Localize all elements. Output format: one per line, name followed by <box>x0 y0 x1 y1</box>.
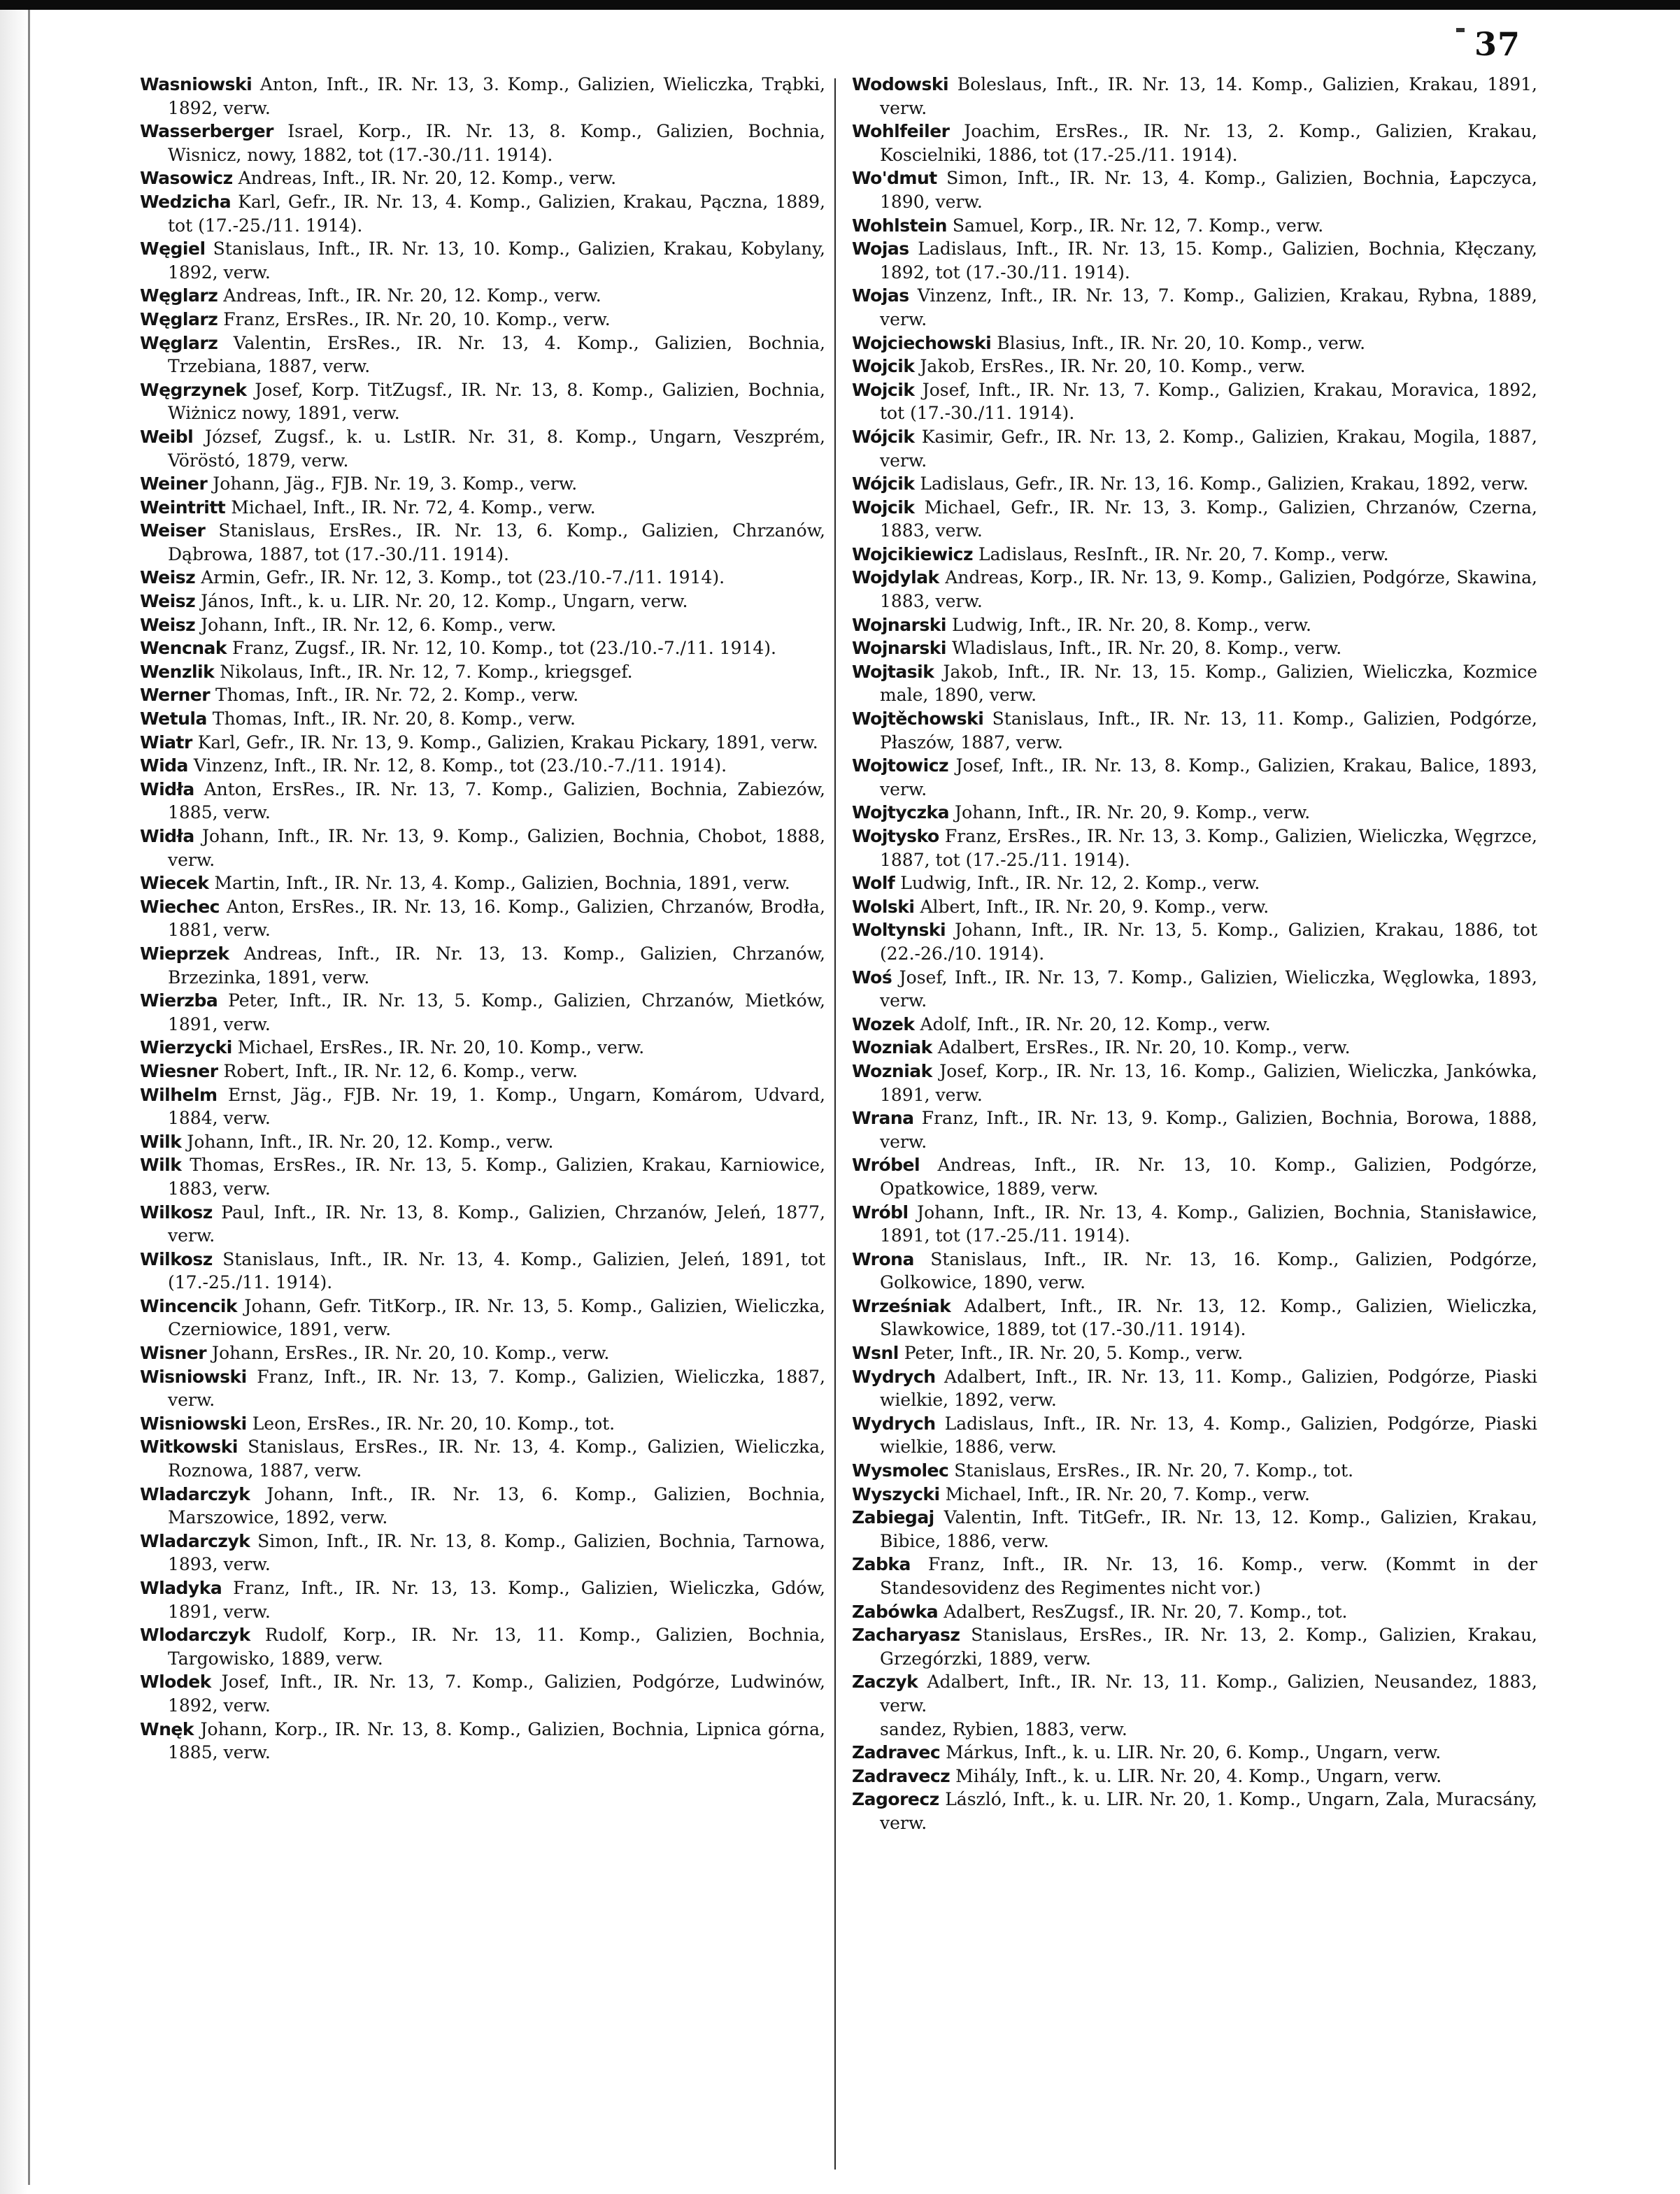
casualty-entry <box>852 214 1537 238</box>
casualty-entry <box>852 613 1537 637</box>
entry-details: Kasimir, Gefr., IR. Nr. 13, 2. Komp., Galizien, Krakau, Mogila, 1887, verw. <box>880 426 1537 471</box>
casualty-entry <box>852 1106 1537 1153</box>
entry-details: Valentin, Inft. TitGefr., IR. Nr. 13, 12. Komp., Galizien, Krakau, Bibice, 1886, verw. <box>880 1507 1537 1551</box>
entry-surname: Wiesner <box>140 1060 218 1081</box>
entry-details: Stanislaus, Inft., IR. Nr. 13, 11. Komp., Galizien, Podgórze, Płaszów, 1887, verw. <box>880 708 1537 753</box>
entry-details: Adalbert, ResZugsf., IR. Nr. 20, 7. Komp., tot. <box>938 1601 1348 1622</box>
entry-details: Samuel, Korp., IR. Nr. 12, 7. Komp., verw. <box>946 215 1324 236</box>
entry-details: Thomas, ErsRes., IR. Nr. 13, 5. Komp., Galizien, Krakau, Karniowice, 1883, verw. <box>168 1155 825 1199</box>
entry-surname: Wydrych <box>852 1413 936 1434</box>
casualty-entry <box>140 942 825 989</box>
casualty-entry <box>852 1506 1537 1553</box>
entry-surname: Wiecek <box>140 873 209 894</box>
entry-details: Franz, Inft., IR. Nr. 13, 13. Komp., Galizien, Wieliczka, Gdów, 1891, verw. <box>168 1578 825 1622</box>
entry-surname: Wlodarczyk <box>140 1625 250 1646</box>
casualty-entry <box>852 1600 1537 1624</box>
entry-details: Michael, ErsRes., IR. Nr. 20, 10. Komp., verw. <box>232 1037 645 1058</box>
casualty-entry <box>140 660 825 684</box>
casualty-entry <box>852 918 1537 965</box>
casualty-entry <box>140 636 825 660</box>
entry-surname: Wida <box>140 755 188 776</box>
entry-details: Stanislaus, Inft., IR. Nr. 13, 16. Komp., Galizien, Podgórze, Golkowice, 1890, verw. <box>880 1248 1537 1293</box>
entry-details: Stanislaus, Inft., IR. Nr. 13, 4. Komp., Galizien, Jeleń, 1891, tot (17.-25./11. 1914). <box>168 1248 825 1293</box>
casualty-entry <box>140 825 825 871</box>
entry-surname: Weisz <box>140 591 196 612</box>
casualty-entry <box>140 1412 825 1436</box>
casualty-entry <box>140 425 825 472</box>
entry-details: Márkus, Inft., k. u. LIR. Nr. 20, 6. Komp., Ungarn, verw. <box>940 1742 1441 1763</box>
entry-surname: Witkowski <box>140 1437 238 1458</box>
right-column <box>852 73 1537 1835</box>
casualty-entry <box>140 1130 825 1154</box>
entry-details: Adalbert, Inft., IR. Nr. 13, 12. Komp., Galizien, Wieliczka, Slawkowice, 1889, tot (17.-30./11. 1914). <box>880 1295 1537 1340</box>
entry-details: Johann, Inft., IR. Nr. 20, 12. Komp., verw. <box>181 1131 554 1152</box>
entry-details: Blasius, Inft., IR. Nr. 20, 10. Komp., verw. <box>991 332 1366 353</box>
entry-details: Karl, Gefr., IR. Nr. 13, 9. Komp., Galizien, Krakau Pickary, 1891, verw. <box>192 732 818 753</box>
entry-details: Josef, Inft., IR. Nr. 13, 7. Komp., Galizien, Wieliczka, Węglowka, 1893, verw. <box>880 967 1537 1011</box>
entry-surname: Wasowicz <box>140 168 233 189</box>
entry-details: Johann, Korp., IR. Nr. 13, 8. Komp., Galizien, Bochnia, Lipnica górna, 1885, verw. <box>168 1718 825 1763</box>
entry-details: Simon, Inft., IR. Nr. 13, 4. Komp., Galizien, Bochnia, Łapczyca, 1890, verw. <box>880 168 1537 212</box>
entry-surname: Wojtěchowski <box>852 708 984 729</box>
entry-surname: Wojas <box>852 238 909 259</box>
entry-surname: Weisz <box>140 614 196 635</box>
entry-details: Ladislaus, Inft., IR. Nr. 13, 4. Komp., Galizien, Podgórze, Piaski wielkie, 1886, verw. <box>880 1413 1537 1458</box>
casualty-entry <box>140 1060 825 1083</box>
entry-surname: Wrana <box>852 1108 914 1129</box>
casualty-entry <box>852 1765 1537 1788</box>
entry-surname: Weisz <box>140 567 196 588</box>
casualty-entry <box>852 1013 1537 1037</box>
entry-surname: Wilk <box>140 1131 182 1152</box>
entry-details: Thomas, Inft., IR. Nr. 20, 8. Komp., verw. <box>206 708 576 729</box>
entry-surname: Woltynski <box>852 920 946 941</box>
casualty-entry <box>140 519 825 566</box>
casualty-entry <box>852 825 1537 871</box>
casualty-entry <box>852 754 1537 801</box>
casualty-entry <box>140 778 825 825</box>
casualty-entry <box>852 801 1537 825</box>
entry-details: Anton, ErsRes., IR. Nr. 13, 7. Komp., Galizien, Bochnia, Zabiezów, 1885, verw. <box>168 778 825 823</box>
casualty-entry <box>852 966 1537 1013</box>
entry-surname: Wladarczyk <box>140 1530 250 1551</box>
entry-surname: Wojcik <box>852 497 915 518</box>
entry-surname: Wasniowski <box>140 74 252 94</box>
entry-surname: Zadravecz <box>852 1765 951 1786</box>
casualty-entry <box>140 989 825 1036</box>
casualty-entry <box>852 1295 1537 1341</box>
entry-details: Josef, Inft., IR. Nr. 13, 8. Komp., Galizien, Krakau, Balice, 1893, verw. <box>880 755 1537 799</box>
entry-surname: Wojnarski <box>852 614 947 635</box>
casualty-entry <box>852 1365 1537 1412</box>
page-number-mark <box>1456 28 1465 32</box>
entry-surname: Wydrych <box>852 1366 936 1387</box>
entry-details: Albert, Inft., IR. Nr. 20, 9. Komp., verw. <box>914 896 1269 917</box>
entry-surname: Zabiegaj <box>852 1507 934 1528</box>
casualty-entry <box>140 73 825 120</box>
entry-details: Stanislaus, ErsRes., IR. Nr. 13, 2. Komp., Galizien, Krakau, Grzegórzki, 1889, verw. <box>880 1625 1537 1669</box>
entry-details: Israel, Korp., IR. Nr. 13, 8. Komp., Galizien, Bochnia, Wisnicz, nowy, 1882, tot (17.-30./11. 1914). <box>168 121 825 165</box>
casualty-entry <box>140 166 825 190</box>
casualty-entry <box>852 1483 1537 1506</box>
entry-details: Johann, Inft., IR. Nr. 13, 9. Komp., Galizien, Bochnia, Chobot, 1888, verw. <box>168 826 825 870</box>
entry-surname: Wilk <box>140 1155 182 1176</box>
entry-details: Andreas, Inft., IR. Nr. 13, 13. Komp., Galizien, Chrzanów, Brzezinka, 1891, verw. <box>168 943 825 988</box>
entry-details: Simon, Inft., IR. Nr. 13, 8. Komp., Galizien, Bochnia, Tarnowa, 1893, verw. <box>168 1530 825 1575</box>
casualty-entry <box>852 660 1537 707</box>
entry-details: Adalbert, Inft., IR. Nr. 13, 11. Komp., Galizien, Podgórze, Piaski wielkie, 1892, verw. <box>880 1366 1537 1411</box>
entry-surname: Węglarz <box>140 308 218 329</box>
entry-surname: Zabka <box>852 1554 911 1575</box>
entry-surname: Zacharyasz <box>852 1625 960 1646</box>
entry-surname: Węgiel <box>140 238 206 259</box>
casualty-entry <box>140 1153 825 1200</box>
casualty-entry <box>140 1718 825 1765</box>
casualty-entry <box>852 636 1537 660</box>
entry-surname: Wróbl <box>852 1202 909 1223</box>
casualty-entry <box>852 566 1537 613</box>
entry-details: Peter, Inft., IR. Nr. 20, 5. Komp., verw. <box>898 1343 1244 1364</box>
casualty-entry <box>140 754 825 778</box>
entry-surname: Wilkosz <box>140 1248 213 1269</box>
entry-details: Ladislaus, Gefr., IR. Nr. 13, 16. Komp., Galizien, Krakau, 1892, verw. <box>914 473 1529 494</box>
casualty-entry <box>140 1623 825 1670</box>
entry-surname: Widła <box>140 778 194 799</box>
entry-surname: Weibl <box>140 426 194 447</box>
casualty-entry <box>852 355 1537 378</box>
entry-surname: Wladyka <box>140 1578 222 1598</box>
entry-details: Stanislaus, Inft., IR. Nr. 13, 10. Komp., Galizien, Krakau, Kobylany, 1892, verw. <box>168 238 825 283</box>
casualty-entry <box>140 871 825 895</box>
entry-surname: Zagorecz <box>852 1789 939 1810</box>
entry-details: Andreas, Inft., IR. Nr. 20, 12. Komp., verw. <box>218 285 601 306</box>
casualty-entry <box>140 496 825 520</box>
entry-surname: Wojnarski <box>852 638 947 659</box>
casualty-entry <box>140 1483 825 1530</box>
entry-details: Andreas, Inft., IR. Nr. 13, 10. Komp., Galizien, Podgórze, Opatkowice, 1889, verw. <box>880 1155 1537 1199</box>
entry-surname: Woś <box>852 967 892 988</box>
entry-details: Valentin, ErsRes., IR. Nr. 13, 4. Komp., Galizien, Bochnia, Trzebiana, 1887, verw. <box>168 332 825 377</box>
casualty-entry <box>140 472 825 496</box>
casualty-entry <box>852 120 1537 166</box>
entry-surname: Wiechec <box>140 896 220 917</box>
entry-details: Franz, Inft., IR. Nr. 13, 16. Komp., verw. (Kommt in der Standesovidenz des Regimentes nicht vor.) <box>880 1554 1537 1598</box>
entry-details: Franz, ErsRes., IR. Nr. 20, 10. Komp., verw. <box>218 308 611 329</box>
entry-details: Johann, Inft., IR. Nr. 13, 6. Komp., Galizien, Bochnia, Marszowice, 1892, verw. <box>168 1483 825 1528</box>
entry-details: Stanislaus, ErsRes., IR. Nr. 20, 7. Komp., tot. <box>948 1460 1354 1481</box>
entry-surname: Weiner <box>140 473 208 494</box>
casualty-entry <box>140 308 825 332</box>
entry-surname: Wodowski <box>852 74 949 94</box>
casualty-entry <box>852 1670 1537 1717</box>
entry-details: Josef, Korp. TitZugsf., IR. Nr. 13, 8. Komp., Galizien, Bochnia, Wiżnicz nowy, 1891, verw. <box>168 379 825 424</box>
entry-surname: Wyszycki <box>852 1483 940 1504</box>
entry-details: Johann, Inft., IR. Nr. 13, 5. Komp., Galizien, Krakau, 1886, tot (22.-26./10. 1914). <box>880 920 1537 964</box>
entry-details: Johann, Inft., IR. Nr. 20, 9. Komp., verw. <box>949 802 1311 823</box>
entry-details: János, Inft., k. u. LIR. Nr. 20, 12. Komp., Ungarn, verw. <box>195 591 688 612</box>
entry-surname: Widła <box>140 826 194 846</box>
casualty-entry <box>852 543 1537 567</box>
entry-details: Anton, Inft., IR. Nr. 13, 3. Komp., Galizien, Wieliczka, Trąbki, 1892, verw. <box>168 74 825 118</box>
entry-details: Adolf, Inft., IR. Nr. 20, 12. Komp., verw. <box>914 1013 1271 1034</box>
entry-surname: Wsnl <box>852 1343 899 1364</box>
casualty-entry <box>852 1036 1537 1060</box>
entry-details: Josef, Inft., IR. Nr. 13, 7. Komp., Galizien, Podgórze, Ludwinów, 1892, verw. <box>168 1672 825 1716</box>
entry-details: Thomas, Inft., IR. Nr. 72, 2. Komp., verw. <box>210 685 579 706</box>
entry-surname: Wolski <box>852 896 915 917</box>
entry-surname: Wójcik <box>852 473 915 494</box>
entry-surname: Wilkosz <box>140 1202 213 1223</box>
casualty-entry <box>852 1153 1537 1200</box>
casualty-entry <box>140 1248 825 1295</box>
casualty-entry <box>140 895 825 942</box>
entry-surname: Wróbel <box>852 1155 920 1176</box>
scan-margin-shadow <box>0 10 28 2194</box>
entry-details: Vinzenz, Inft., IR. Nr. 12, 8. Komp., tot (23./10.-7./11. 1914). <box>187 755 727 776</box>
entry-details: Boleslaus, Inft., IR. Nr. 13, 14. Komp., Galizien, Krakau, 1891, verw. <box>880 74 1537 118</box>
entry-surname: Wojas <box>852 285 909 306</box>
casualty-entry <box>140 332 825 378</box>
entry-surname: Wojtyczka <box>852 802 950 823</box>
entry-details: Rudolf, Korp., IR. Nr. 13, 11. Komp., Galizien, Bochnia, Targowisko, 1889, verw. <box>168 1625 825 1669</box>
entry-details: Robert, Inft., IR. Nr. 12, 6. Komp., verw. <box>218 1060 578 1081</box>
entry-surname: Wisniowski <box>140 1366 247 1387</box>
entry-details: Paul, Inft., IR. Nr. 13, 8. Komp., Galizien, Chrzanów, Jeleń, 1877, verw. <box>168 1202 825 1246</box>
entry-surname: Wencnak <box>140 638 227 659</box>
casualty-entry <box>852 1341 1537 1365</box>
entry-details: Ladislaus, Inft., IR. Nr. 13, 15. Komp., Galizien, Bochnia, Kłęczany, 1892, tot (17.-30./11. 1914). <box>880 238 1537 283</box>
entry-surname: Wojdylak <box>852 567 939 588</box>
entry-surname: Weintritt <box>140 497 226 518</box>
entry-details: Johann, Jäg., FJB. Nr. 19, 3. Komp., verw. <box>207 473 578 494</box>
entry-details: Franz, Inft., IR. Nr. 13, 9. Komp., Galizien, Bochnia, Borowa, 1888, verw. <box>880 1108 1537 1152</box>
casualty-entry <box>852 284 1537 331</box>
casualty-entry <box>140 284 825 308</box>
casualty-entry <box>140 1576 825 1623</box>
entry-surname: Wnęk <box>140 1718 194 1739</box>
entry-details: Vinzenz, Inft., IR. Nr. 13, 7. Komp., Galizien, Krakau, Rybna, 1889, verw. <box>880 285 1537 329</box>
entry-details: Andreas, Korp., IR. Nr. 13, 9. Komp., Galizien, Podgórze, Skawina, 1883, verw. <box>880 567 1537 612</box>
entry-surname: Wierzycki <box>140 1037 232 1058</box>
entry-details: Ernst, Jäg., FJB. Nr. 19, 1. Komp., Ungarn, Komárom, Udvard, 1884, verw. <box>168 1084 825 1129</box>
casualty-entry <box>140 1083 825 1130</box>
entry-details: Stanislaus, ErsRes., IR. Nr. 13, 4. Komp., Galizien, Wieliczka, Roznowa, 1887, verw. <box>168 1437 825 1481</box>
entry-surname: Wrześniak <box>852 1295 951 1316</box>
entry-surname: Wojtowicz <box>852 755 949 776</box>
page-number: 37 <box>1474 25 1521 63</box>
casualty-entry <box>140 1341 825 1365</box>
left-column <box>140 73 825 1765</box>
casualty-entry <box>852 425 1537 472</box>
entry-surname: Wojcik <box>852 356 915 377</box>
entry-surname: Wincencik <box>140 1295 238 1316</box>
entry-details: Adalbert, ErsRes., IR. Nr. 20, 10. Komp., verw. <box>932 1037 1351 1058</box>
casualty-entry <box>140 1201 825 1248</box>
entry-details: Ludwig, Inft., IR. Nr. 20, 8. Komp., verw. <box>946 614 1312 635</box>
entry-surname: Wojcik <box>852 379 915 400</box>
casualty-entry <box>140 1530 825 1576</box>
casualty-entry <box>140 378 825 425</box>
casualty-entry <box>140 566 825 590</box>
entry-details: Johann, Inft., IR. Nr. 13, 4. Komp., Galizien, Bochnia, Stanisławice, 1891, tot (17.-25./11. 1914). <box>880 1202 1537 1246</box>
entry-details: Stanislaus, ErsRes., IR. Nr. 13, 6. Komp., Galizien, Chrzanów, Dąbrowa, 1887, tot (17.-30./11. 1914). <box>168 520 825 564</box>
entry-surname: Wetula <box>140 708 207 729</box>
entry-surname: Wlodek <box>140 1672 211 1693</box>
entry-surname: Wilhelm <box>140 1084 218 1105</box>
entry-details: Michael, Inft., IR. Nr. 72, 4. Komp., verw. <box>225 497 596 518</box>
casualty-entry <box>852 1741 1537 1765</box>
entry-details: Ludwig, Inft., IR. Nr. 12, 2. Komp., verw. <box>895 873 1260 894</box>
casualty-entry <box>852 707 1537 754</box>
entry-surname: Wohlstein <box>852 215 947 236</box>
casualty-entry <box>852 496 1537 543</box>
entry-details: Franz, Inft., IR. Nr. 13, 7. Komp., Galizien, Wieliczka, 1887, verw. <box>168 1366 825 1411</box>
entry-surname: Wysmolec <box>852 1460 949 1481</box>
entry-surname: Wenzlik <box>140 661 215 682</box>
entry-details: Nikolaus, Inft., IR. Nr. 12, 7. Komp., kriegsgef. <box>214 661 633 682</box>
entry-surname: Wiatr <box>140 732 192 753</box>
casualty-entry <box>852 1060 1537 1106</box>
casualty-entry <box>852 73 1537 120</box>
casualty-entry <box>852 1459 1537 1483</box>
entry-details: Adalbert, Inft., IR. Nr. 13, 11. Komp., Galizien, Neusandez, 1883, verw. <box>880 1672 1537 1716</box>
casualty-entry <box>852 1623 1537 1670</box>
entry-surname: Węglarz <box>140 332 218 353</box>
entry-surname: Zaczyk <box>852 1672 918 1693</box>
casualty-entry <box>140 190 825 237</box>
entry-details: József, Zugsf., k. u. LstIR. Nr. 31, 8. Komp., Ungarn, Veszprém, Vöröstó, 1879, verw. <box>168 426 825 471</box>
casualty-entry <box>140 1670 825 1717</box>
entry-surname: Wojtysko <box>852 826 939 846</box>
entry-details: László, Inft., k. u. LIR. Nr. 20, 1. Komp., Ungarn, Zala, Muracsány, verw. <box>880 1789 1537 1833</box>
entry-surname: Wojtasik <box>852 661 934 682</box>
entry-surname: Wisniowski <box>140 1413 247 1434</box>
entry-details: Johann, Inft., IR. Nr. 12, 6. Komp., verw. <box>195 614 557 635</box>
page-left-edge <box>28 10 30 2185</box>
casualty-entry <box>140 120 825 166</box>
entry-details: Johann, Gefr. TitKorp., IR. Nr. 13, 5. Komp., Galizien, Wieliczka, Czerniowice, 1891, verw. <box>168 1295 825 1340</box>
entry-details: Jakob, Inft., IR. Nr. 13, 15. Komp., Galizien, Wieliczka, Kozmice male, 1890, verw. <box>880 661 1537 706</box>
casualty-entry <box>852 1553 1537 1600</box>
casualty-entry <box>140 683 825 707</box>
entry-details: Jakob, ErsRes., IR. Nr. 20, 10. Komp., verw. <box>914 356 1306 377</box>
entry-details: sandez, Rybien, 1883, verw. <box>880 1718 1127 1739</box>
entry-surname: Wo'dmut <box>852 168 937 189</box>
entry-details: Leon, ErsRes., IR. Nr. 20, 10. Komp., tot. <box>246 1413 615 1434</box>
casualty-entry <box>852 1788 1537 1835</box>
entry-surname: Wisner <box>140 1343 207 1364</box>
entry-details: Ladislaus, ResInft., IR. Nr. 20, 7. Komp., verw. <box>973 543 1389 564</box>
casualty-entry <box>140 707 825 731</box>
entry-details: Armin, Gefr., IR. Nr. 12, 3. Komp., tot (23./10.-7./11. 1914). <box>195 567 725 588</box>
entry-surname: Wojciechowski <box>852 332 992 353</box>
entry-surname: Wohlfeiler <box>852 121 950 142</box>
entry-details: Karl, Gefr., IR. Nr. 13, 4. Komp., Galizien, Krakau, Pączna, 1889, tot (17.-25./11. 1914). <box>168 191 825 236</box>
entry-details: Franz, ErsRes., IR. Nr. 13, 3. Komp., Galizien, Wieliczka, Węgrzce, 1887, tot (17.-25./11. 1914). <box>880 826 1537 870</box>
entry-surname: Wladarczyk <box>140 1483 250 1504</box>
entry-details: Peter, Inft., IR. Nr. 13, 5. Komp., Galizien, Chrzanów, Mietków, 1891, verw. <box>168 990 825 1034</box>
casualty-entry <box>852 895 1537 919</box>
entry-details: Josef, Korp., IR. Nr. 13, 16. Komp., Galizien, Wieliczka, Jankówka, 1891, verw. <box>880 1060 1537 1105</box>
entry-surname: Wozniak <box>852 1037 932 1058</box>
casualty-entry <box>140 237 825 284</box>
casualty-entry <box>852 472 1537 496</box>
entry-surname: Wolf <box>852 873 895 894</box>
entry-surname: Werner <box>140 685 211 706</box>
casualty-entry <box>852 237 1537 284</box>
entry-details: Johann, ErsRes., IR. Nr. 20, 10. Komp., verw. <box>206 1343 610 1364</box>
casualty-entry <box>140 1435 825 1482</box>
casualty-entry <box>852 1718 1537 1741</box>
entry-surname: Wójcik <box>852 426 915 447</box>
entry-details: Wladislaus, Inft., IR. Nr. 20, 8. Komp., verw. <box>946 638 1342 659</box>
entry-surname: Wozniak <box>852 1060 932 1081</box>
casualty-entry <box>140 613 825 637</box>
entry-details: Martin, Inft., IR. Nr. 13, 4. Komp., Galizien, Bochnia, 1891, verw. <box>208 873 790 894</box>
casualty-entry <box>852 871 1537 895</box>
entry-surname: Węglarz <box>140 285 218 306</box>
entry-details: Franz, Zugsf., IR. Nr. 12, 10. Komp., tot (23./10.-7./11. 1914). <box>227 638 776 659</box>
entry-surname: Weiser <box>140 520 206 541</box>
entry-details: Michael, Inft., IR. Nr. 20, 7. Komp., verw. <box>939 1483 1310 1504</box>
casualty-entry <box>140 1295 825 1341</box>
entry-surname: Wozek <box>852 1013 915 1034</box>
casualty-entry <box>852 1201 1537 1248</box>
entry-details: Josef, Inft., IR. Nr. 13, 7. Komp., Galizien, Krakau, Moravica, 1892, tot (17.-30./11. 1914). <box>880 379 1537 424</box>
entry-details: Joachim, ErsRes., IR. Nr. 13, 2. Komp., Galizien, Krakau, Koscielniki, 1886, tot (17.-25./11. 1914). <box>880 121 1537 165</box>
entry-details: Andreas, Inft., IR. Nr. 20, 12. Komp., verw. <box>232 168 617 189</box>
column-divider <box>834 78 836 2170</box>
entry-details: Mihály, Inft., k. u. LIR. Nr. 20, 4. Komp., Ungarn, verw. <box>950 1765 1442 1786</box>
entry-surname: Wrona <box>852 1248 914 1269</box>
casualty-entry <box>852 1248 1537 1295</box>
entry-details: Michael, Gefr., IR. Nr. 13, 3. Komp., Galizien, Chrzanów, Czerna, 1883, verw. <box>880 497 1537 541</box>
entry-surname: Zabówka <box>852 1601 939 1622</box>
casualty-entry <box>140 1036 825 1060</box>
casualty-entry <box>140 731 825 755</box>
entry-surname: Wierzba <box>140 990 218 1011</box>
entry-surname: Zadravec <box>852 1742 941 1763</box>
entry-surname: Wieprzek <box>140 943 229 964</box>
entry-surname: Węgrzynek <box>140 379 247 400</box>
entry-surname: Wasserberger <box>140 121 273 142</box>
casualty-entry <box>852 378 1537 425</box>
casualty-entry <box>852 332 1537 355</box>
casualty-entry <box>140 590 825 613</box>
casualty-entry <box>852 166 1537 213</box>
casualty-entry <box>140 1365 825 1412</box>
entry-details: Anton, ErsRes., IR. Nr. 13, 16. Komp., Galizien, Chrzanów, Brodła, 1881, verw. <box>168 896 825 941</box>
entry-surname: Wojcikiewicz <box>852 543 974 564</box>
scan-top-border <box>0 0 1680 10</box>
entry-surname: Wedzicha <box>140 191 232 212</box>
casualty-entry <box>852 1412 1537 1459</box>
